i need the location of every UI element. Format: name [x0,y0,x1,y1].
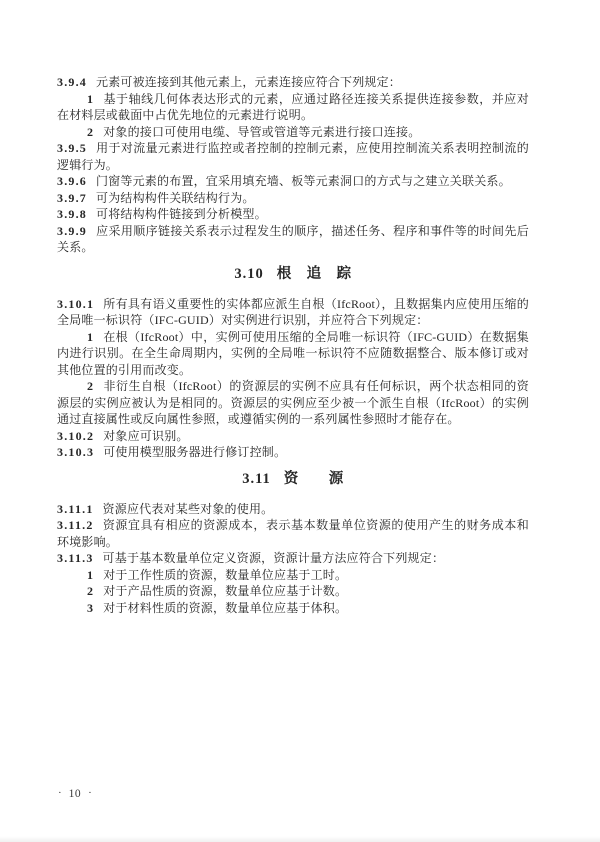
clause-number: 2 [87,124,95,139]
clause-number: 3.11.2 [57,518,94,532]
clause-text: 基于轴线几何体表达形式的元素，应通过路径连接关系提供连接参数，并应对在材料层或截面中占优先地位的元素进行说明。 [57,91,529,122]
clause-text: 用于对流量元素进行监控或者控制的控制元素，应使用控制流关系表明控制流的逻辑行为。 [57,141,529,172]
section-heading [57,469,529,489]
clause-text: 可使用模型服务器进行修订控制。 [103,445,287,459]
clause-number: 2 [87,584,95,598]
section-heading [57,264,529,284]
clause-text: 所有具有语义重要性的实体都应派生自根（IfcRoot），且数据集内应使用压缩的全局唯一标识符（IFC-GUID）对实例进行识别，并应符合下列规定： [57,296,529,327]
clause-number: 1 [87,567,95,582]
clause-paragraph [57,501,529,518]
clause-paragraph [57,206,529,223]
clause-paragraph [57,223,529,256]
clause-text: 对于产品性质的资源，数量单位应基于计数。 [103,584,348,598]
section-number: 3.11 [242,470,271,487]
page-number-right-dot: · [88,787,92,799]
clause-number: 3.9.5 [57,141,87,155]
clause-text: 对于工作性质的资源，数量单位应基于工时。 [103,567,348,582]
clause-number: 1 [87,329,95,344]
clause-number: 3.9.7 [57,190,87,205]
clause-number: 3.10.1 [57,296,95,311]
clause-number: 3.9.9 [57,223,87,238]
list-item [57,567,529,584]
clause-number: 3.10.3 [57,445,95,459]
document-body [57,74,529,616]
clause-paragraph [57,74,529,91]
clause-paragraph [57,173,529,190]
clause-number: 3.11.3 [57,551,94,565]
list-item [57,91,529,124]
clause-paragraph [57,444,529,461]
clause-number: 3 [87,600,95,615]
clause-text: 对象应可识别。 [103,428,189,443]
list-item [57,583,529,600]
page-number-left-dot: · [58,787,62,799]
clause-paragraph [57,517,529,550]
page-number-value: 10 [68,788,82,800]
clause-number: 1 [87,91,95,106]
clause-text: 应采用顺序链接关系表示过程发生的顺序，描述任务、程序和事件等的时间先后关系。 [57,223,529,254]
clause-paragraph [57,190,529,207]
clause-number: 3.9.8 [57,207,87,221]
clause-text: 资源宜具有相应的资源成本，表示基本数量单位资源的使用产生的财务成本和环境影响。 [57,518,529,549]
page-number [58,787,92,800]
clause-number: 3.10.2 [57,428,95,443]
clause-paragraph [57,428,529,445]
section-number: 3.10 [234,265,264,282]
clause-text: 可为结构构件关联结构行为。 [96,190,255,205]
clause-text: 对于材料性质的资源，数量单位应基于体积。 [103,600,348,615]
list-item [57,124,529,141]
list-item [57,329,529,379]
section-title: 资 源 [283,470,344,487]
list-item [57,600,529,617]
scan-shadow-edge [0,836,600,842]
clause-number: 2 [87,379,95,393]
clause-text: 对象的接口可使用电缆、导管或管道等元素进行接口连接。 [103,124,421,139]
clause-text: 资源应代表对某些对象的使用。 [102,501,274,516]
clause-text: 非衍生自根（IfcRoot）的资源层的实例不应具有任何标识，两个状态相同的资源层的实例应被认为是相同的。资源层的实例应至少被一个派生自根（IfcRoot）的实例通过直接属性或反向属性参照，或遵循实例的一系列属性参照时才能存在。 [57,379,529,426]
clause-text: 在根（IfcRoot）中，实例可使用压缩的全局唯一标识符（IFC-GUID）在数据集内进行识别。在全生命周期内，实例的全局唯一标识符不应随数据整合、版本修订或对其他位置的引用而改变。 [57,329,529,377]
clause-number: 3.11.1 [57,501,94,516]
clause-paragraph [57,550,529,567]
section-title: 根 追 踪 [276,265,352,282]
list-item [57,378,529,428]
clause-text: 元素可被连接到其他元素上，元素连接应符合下列规定： [96,75,402,89]
clause-number: 3.9.4 [57,75,87,89]
clause-text: 可基于基本数量单位定义资源，资源计量方法应符合下列规定： [102,551,445,565]
clause-paragraph [57,140,529,173]
clause-text: 可将结构构件链接到分析模型。 [96,207,267,221]
clause-number: 3.9.6 [57,174,87,188]
clause-paragraph [57,296,529,329]
clause-text: 门窗等元素的布置，宜采用填充墙、板等元素洞口的方式与之建立关联关系。 [96,174,511,188]
